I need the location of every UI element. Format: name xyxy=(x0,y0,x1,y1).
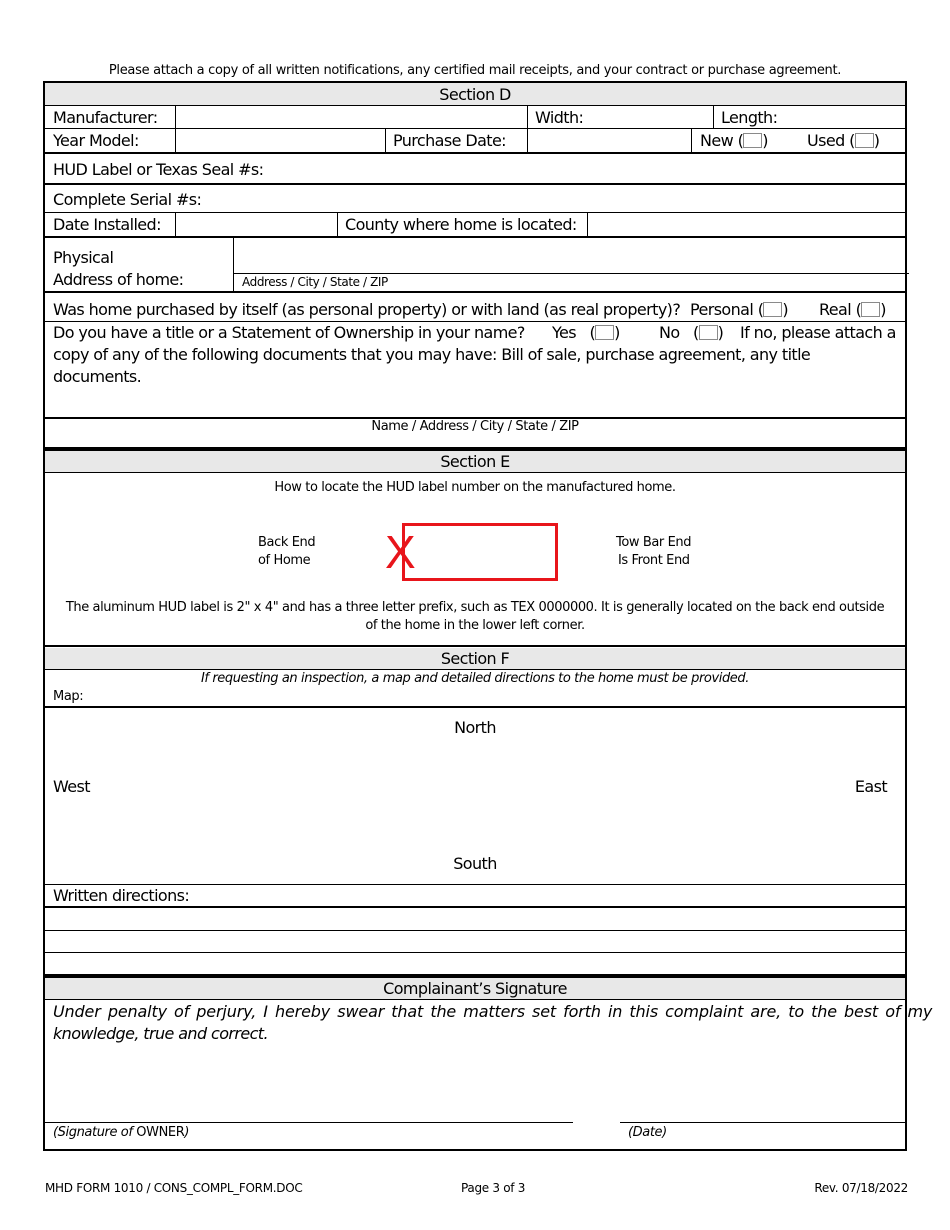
hud-label-location-mark: X xyxy=(385,526,416,578)
owner-signature-field[interactable] xyxy=(45,1048,573,1122)
used-checkbox[interactable] xyxy=(855,133,874,148)
length-field[interactable] xyxy=(785,106,903,128)
signature-date-field[interactable] xyxy=(620,1048,905,1122)
yes-checkbox[interactable] xyxy=(595,325,614,340)
physical-address-field[interactable] xyxy=(234,238,903,272)
serial-field[interactable] xyxy=(205,185,903,211)
footer-page-number: Page 3 of 3 xyxy=(461,1181,526,1195)
map-label: Map: xyxy=(53,689,84,704)
personal-checkbox[interactable] xyxy=(763,302,782,317)
hud-label-description-line1: The aluminum HUD label is 2" x 4" and has a three letter prefix, such as TEX 0000000. It is generally located on the back end outside xyxy=(65,600,885,615)
tow-bar-label-line1: Tow Bar End xyxy=(616,535,692,550)
yes-option: Yes ( ) xyxy=(552,323,620,342)
year-model-label: Year Model: xyxy=(53,131,139,150)
width-label: Width: xyxy=(535,108,584,127)
physical-address-label-line1: Physical xyxy=(53,248,114,267)
back-end-label-line1: Back End xyxy=(258,535,316,550)
serial-label: Complete Serial #s: xyxy=(53,190,202,209)
footer-form-id: MHD FORM 1010 / CONS_COMPL_FORM.DOC xyxy=(45,1181,303,1195)
title-question: Do you have a title or a Statement of Ownership in your name? xyxy=(53,323,525,342)
directions-line-1[interactable] xyxy=(45,908,905,929)
width-field[interactable] xyxy=(590,106,710,128)
attachment-instructions: Please attach a copy of all written notifications, any certified mail receipts, and your contract or purchase agreement. xyxy=(108,63,842,78)
signature-date-label: (Date) xyxy=(628,1125,667,1140)
signature-title: Complainant’s Signature xyxy=(383,979,567,998)
complaint-form xyxy=(43,81,933,1151)
date-installed-field[interactable] xyxy=(176,213,336,236)
purchase-date-label: Purchase Date: xyxy=(393,131,506,150)
section-f-title: Section F xyxy=(440,649,510,668)
footer-revision: Rev. 07/18/2022 xyxy=(814,1181,908,1195)
oath-line1: Under penalty of perjury, I hereby swear that the matters set forth in this complaint are, to the best of my xyxy=(53,1002,933,1021)
oath-line2: knowledge, true and correct. xyxy=(53,1024,268,1043)
real-option: Real ( ) xyxy=(819,300,886,319)
county-field[interactable] xyxy=(588,213,903,236)
map-west: West xyxy=(53,777,90,796)
new-option: New ( ) xyxy=(700,131,768,150)
inspection-note: If requesting an inspection, a map and detailed directions to the home must be provided. xyxy=(200,671,749,686)
back-end-label-line2: of Home xyxy=(258,553,311,568)
owner-signature-label: (Signature of OWNER) xyxy=(53,1125,190,1140)
county-label: County where home is located: xyxy=(345,215,577,234)
purchase-date-field[interactable] xyxy=(528,129,690,152)
directions-line-2[interactable] xyxy=(45,931,905,952)
year-model-field[interactable] xyxy=(176,129,384,152)
date-installed-label: Date Installed: xyxy=(53,215,161,234)
title-followup-line3: documents. xyxy=(53,367,142,386)
no-checkbox[interactable] xyxy=(699,325,718,340)
hud-label-description-line2: of the home in the lower left corner. xyxy=(365,618,585,633)
used-option: Used ( ) xyxy=(807,131,880,150)
new-checkbox[interactable] xyxy=(743,133,762,148)
name-address-hint: Name / Address / City / State / ZIP xyxy=(371,419,579,434)
physical-address-label-line2: Address of home: xyxy=(53,270,184,289)
manufacturer-field[interactable] xyxy=(176,106,526,128)
length-label: Length: xyxy=(721,108,778,127)
written-directions-label: Written directions: xyxy=(53,886,190,905)
directions-line-3[interactable] xyxy=(45,953,905,974)
map-south: South xyxy=(453,854,497,873)
title-followup-line2: copy of any of the following documents that you may have: Bill of sale, purchase agreement, any title xyxy=(53,345,811,364)
hud-label-label: HUD Label or Texas Seal #s: xyxy=(53,160,264,179)
tow-bar-label-line2: Is Front End xyxy=(618,553,690,568)
section-d-title: Section D xyxy=(439,85,511,104)
personal-option: Personal ( ) xyxy=(690,300,789,319)
no-option: No ( ) xyxy=(659,323,724,342)
section-e-title: Section E xyxy=(440,452,510,471)
map-east: East xyxy=(854,777,887,796)
home-diagram-box xyxy=(402,523,558,581)
title-followup-line1: If no, please attach a xyxy=(740,323,896,342)
purchase-question: Was home purchased by itself (as personal property) or with land (as real property)? xyxy=(53,300,681,319)
map-north: North xyxy=(454,718,496,737)
address-hint: Address / City / State / ZIP xyxy=(242,275,388,289)
hud-label-field[interactable] xyxy=(285,154,903,182)
manufacturer-label: Manufacturer: xyxy=(53,108,158,127)
real-checkbox[interactable] xyxy=(861,302,880,317)
hud-locate-heading: How to locate the HUD label number on the manufactured home. xyxy=(274,480,676,495)
